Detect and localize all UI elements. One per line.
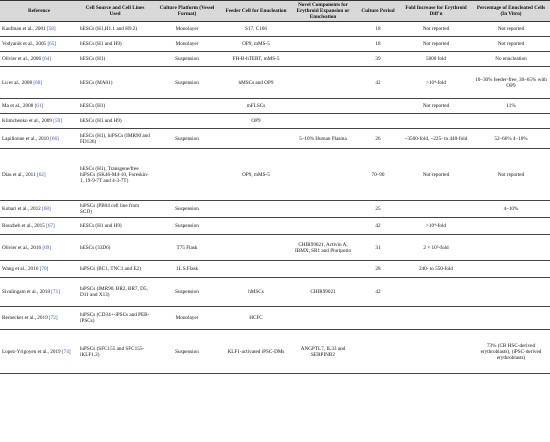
reference-author: Bernecker et al., 2019: [2, 315, 48, 321]
cell-cell-source: hiPSCs (SFC155 and SFC155-iKLF1.2): [78, 330, 152, 374]
cell-culture-period: 70–90: [356, 149, 400, 201]
reference-citation-link[interactable]: [69]: [42, 244, 51, 251]
table-row: [0, 52, 550, 67]
cell-culture-platform: Suspension: [152, 218, 222, 235]
cell-culture-period: 31: [356, 235, 400, 261]
cell-culture-platform: Suspension: [152, 67, 222, 99]
reference-citation-link[interactable]: [59]: [53, 118, 62, 124]
cell-reference: [0, 218, 78, 235]
table-row: [0, 129, 550, 149]
cell-reference: [0, 149, 78, 201]
cell-enucleated-percentage: 4–10%: [472, 201, 550, 218]
cell-cell-source: hiPSCs (IMR90, BR2, BR7, D5, D11 and X13): [78, 278, 152, 307]
cell-feeder-cell: OP9: [222, 114, 290, 129]
cell-culture-platform: Suspension: [152, 201, 222, 218]
cell-fold-increase: [400, 330, 472, 374]
cell-enucleated-percentage: 11%: [472, 99, 550, 114]
cell-culture-period: 42: [356, 67, 400, 99]
reference-citation-link[interactable]: [74]: [61, 348, 71, 355]
cell-cell-source: hiPSCs (CD34+-iPSCs and PEB-iPSCs): [78, 307, 152, 330]
cell-fold-increase: >10⁴-fold: [400, 67, 472, 99]
cell-culture-period: [356, 114, 400, 129]
table-row: [0, 201, 550, 218]
header-culture-platform: Culture Platform (Vessel Format): [152, 1, 222, 22]
cell-cell-source: hESCs (H1), hiPSCs (IMR90 and FD136): [78, 129, 152, 149]
cell-culture-platform: Suspension: [152, 330, 222, 374]
cell-cell-source: hESCs (MA01): [78, 67, 152, 99]
cell-feeder-cell: hMSCs and OP9: [222, 67, 290, 99]
cell-enucleated-percentage: 52–66% 4–10%: [472, 129, 550, 149]
cell-culture-period: [356, 330, 400, 374]
table-row: [0, 278, 550, 307]
reference-citation-link[interactable]: [62]: [36, 171, 46, 178]
cell-cell-source: hiPSCs (BC1, TNC1 and E2): [78, 261, 152, 278]
cell-cell-source: hESCs (H1 and H9): [78, 114, 152, 129]
reference-author: Lu et al., 2008: [2, 79, 33, 86]
table-row: [0, 22, 550, 37]
table-row: [0, 37, 550, 52]
cell-novel-components: CHIR99021: [290, 278, 356, 307]
cell-cell-source: hESCs (H1 and H9): [78, 218, 152, 235]
cell-culture-platform: 1L S.Flask: [152, 261, 222, 278]
reference-author: Rouzbeh et al., 2015: [2, 223, 45, 229]
cell-novel-components: [290, 218, 356, 235]
reference-author: Olivier et al., 2006: [2, 56, 42, 62]
cell-reference: [0, 37, 78, 52]
cell-reference: [0, 261, 78, 278]
cell-culture-platform: [152, 99, 222, 114]
table-row: [0, 235, 550, 261]
reference-author: Kaufman et al., 2001: [2, 26, 46, 32]
cell-culture-platform: Suspension: [152, 278, 222, 307]
cell-enucleated-percentage: Not reported: [472, 149, 550, 201]
cell-fold-increase: [400, 278, 472, 307]
cell-feeder-cell: OP9, mMS-5: [222, 149, 290, 201]
cell-feeder-cell: [222, 201, 290, 218]
cell-novel-components: [290, 114, 356, 129]
cell-cell-source: hESCs (H1 and H9): [78, 37, 152, 52]
cell-feeder-cell: S17, C166: [222, 22, 290, 37]
reference-author: Sivalingam et al., 2018: [2, 289, 50, 295]
cell-feeder-cell: KLF1-activated iPSC-DMs: [222, 330, 290, 374]
cell-enucleated-percentage: [472, 261, 550, 278]
cell-reference: [0, 114, 78, 129]
cell-enucleated-percentage: [472, 307, 550, 330]
cell-novel-components: [290, 307, 356, 330]
cell-fold-increase: Not reported: [400, 99, 472, 114]
cell-enucleated-percentage: Not reported: [472, 37, 550, 52]
table-row: [0, 99, 550, 114]
cell-cell-source: hESCs (H1,H1.1 and H9.2): [78, 22, 152, 37]
table-row: [0, 218, 550, 235]
header-cell-source: Cell Source and Cell Lines Used: [78, 1, 152, 22]
cell-enucleated-percentage: No enucleation: [472, 52, 550, 67]
reference-author: Dias et al., 2011: [2, 171, 36, 178]
reference-citation-link[interactable]: [60]: [33, 79, 43, 86]
cell-culture-period: 42: [356, 218, 400, 235]
cell-reference: [0, 99, 78, 114]
cell-feeder-cell: OP9, mMS-5: [222, 37, 290, 52]
reference-citation-link[interactable]: [58]: [46, 26, 56, 32]
cell-culture-period: [356, 307, 400, 330]
cell-fold-increase: ~3500-fold, ~225- to 440-fold: [400, 129, 472, 149]
cell-fold-increase: 5000 fold: [400, 52, 472, 67]
header-reference: Reference: [0, 1, 78, 22]
reference-citation-link[interactable]: [65]: [47, 41, 57, 47]
cell-culture-period: 25: [356, 201, 400, 218]
reference-author: Vodyanik et al., 2005: [2, 41, 47, 47]
cell-culture-period: 26: [356, 129, 400, 149]
cell-reference: [0, 52, 78, 67]
reference-citation-link[interactable]: [68]: [42, 206, 51, 212]
cell-cell-source: hESCs (H1): [78, 99, 152, 114]
cell-fold-increase: [400, 114, 472, 129]
cell-enucleated-percentage: [472, 235, 550, 261]
header-row: [0, 1, 550, 22]
cell-feeder-cell: [222, 129, 290, 149]
cell-novel-components: [290, 201, 356, 218]
cell-fold-increase: [400, 307, 472, 330]
reference-author: Wang et al., 2016: [2, 266, 39, 272]
header-fold-increase: Fold Increase for Erythroid Diff'n: [400, 1, 472, 22]
cell-novel-components: [290, 67, 356, 99]
reference-citation-link[interactable]: [66]: [50, 135, 59, 142]
reference-author: Klimchenko et al., 2009: [2, 118, 52, 124]
cell-novel-components: [290, 261, 356, 278]
cell-feeder-cell: mFLSCs: [222, 99, 290, 114]
cell-feeder-cell: [222, 261, 290, 278]
cell-reference: [0, 235, 78, 261]
cell-reference: [0, 278, 78, 307]
reference-citation-link[interactable]: [70]: [39, 266, 49, 272]
cell-culture-period: 18: [356, 37, 400, 52]
cell-enucleated-percentage: [472, 218, 550, 235]
table-row: [0, 330, 550, 374]
cell-culture-platform: [152, 114, 222, 129]
cell-reference: [0, 330, 78, 374]
cell-feeder-cell: [222, 235, 290, 261]
cell-culture-period: 18: [356, 22, 400, 37]
cell-culture-platform: Suspension: [152, 52, 222, 67]
cell-reference: [0, 307, 78, 330]
cell-feeder-cell: hMSCs: [222, 278, 290, 307]
cell-fold-increase: Not reported: [400, 37, 472, 52]
cell-novel-components: 5–10% Human Plasma: [290, 129, 356, 149]
header-enucleated-percentage: Percentage of Enucleated Cells (In Vitro): [472, 1, 550, 22]
reference-author: Kobari et al., 2012: [2, 206, 41, 212]
cell-reference: [0, 201, 78, 218]
cell-fold-increase: 2 × 10⁵-fold: [400, 235, 472, 261]
cell-culture-platform: T75 Flask: [152, 235, 222, 261]
cell-culture-platform: Monolayer: [152, 37, 222, 52]
cell-culture-period: 42: [356, 278, 400, 307]
reference-citation-link[interactable]: [61]: [34, 103, 44, 109]
cell-feeder-cell: [222, 218, 290, 235]
cell-fold-increase: >10⁴-fold: [400, 218, 472, 235]
cell-novel-components: [290, 22, 356, 37]
cell-culture-platform: Suspension: [152, 129, 222, 149]
cell-novel-components: CHIR99021, Activin A, IBMX, SR1 and Pluripotin: [290, 235, 356, 261]
header-culture-period: Culture Period: [356, 1, 400, 22]
cell-cell-source: hESCs (H1), Transgene/free hiPSCs (SK46-M4-10, Foreskin-1, 19-9-7T and 4-3-7T): [78, 149, 152, 201]
cell-cell-source: hiPSCs (PB04 cell line from SCD): [78, 201, 152, 218]
cell-reference: [0, 129, 78, 149]
table-row: [0, 114, 550, 129]
reference-author: Lapillonne et al., 2010: [2, 135, 49, 142]
reference-citation-link[interactable]: [72]: [48, 315, 58, 321]
cell-cell-source: hESCs (H1): [78, 52, 152, 67]
cell-enucleated-percentage: 10–30% feeder-free, 30–65% with OP9: [472, 67, 550, 99]
header-novel-components: Novel Components for Erythroid Expansion or Enucleation: [290, 1, 356, 22]
cell-enucleated-percentage: [472, 278, 550, 307]
reference-citation-link[interactable]: [71]: [51, 289, 60, 295]
cell-novel-components: [290, 37, 356, 52]
cell-fold-increase: Not reported: [400, 22, 472, 37]
cell-cell-source: hESCs (33D6): [78, 235, 152, 261]
cell-novel-components: [290, 149, 356, 201]
cell-culture-period: 39: [356, 52, 400, 67]
reference-author: Ma et al., 2008: [2, 103, 34, 109]
table-row: [0, 307, 550, 330]
cell-culture-platform: Monolayer: [152, 22, 222, 37]
reference-citation-link[interactable]: [64]: [42, 56, 51, 62]
cell-culture-platform: [152, 149, 222, 201]
cell-culture-period: 28: [356, 261, 400, 278]
cell-feeder-cell: FH-B-hTERT, mMS-5: [222, 52, 290, 67]
cell-culture-period: [356, 99, 400, 114]
table-row: [0, 149, 550, 201]
reference-author: Lopez-Yrigoyen et al., 2019: [2, 348, 61, 355]
reference-citation-link[interactable]: [67]: [46, 223, 55, 229]
cell-fold-increase: Not reported: [400, 149, 472, 201]
cell-reference: [0, 67, 78, 99]
header-feeder-cell: Feeder Cell for Enucleation: [222, 1, 290, 22]
cell-novel-components: ANGPTL7, IL33 and SERPINB2: [290, 330, 356, 374]
cell-fold-increase: 240- to 550-fold: [400, 261, 472, 278]
cell-fold-increase: [400, 201, 472, 218]
cell-enucleated-percentage: [472, 114, 550, 129]
table-row: [0, 261, 550, 278]
cell-feeder-cell: HCFC: [222, 307, 290, 330]
cell-culture-platform: Monolayer: [152, 307, 222, 330]
cell-novel-components: [290, 99, 356, 114]
reference-author: Olivier et al., 2016: [2, 244, 42, 251]
cell-novel-components: [290, 52, 356, 67]
cell-enucleated-percentage: Not reported: [472, 22, 550, 37]
cell-reference: [0, 22, 78, 37]
cell-enucleated-percentage: 73% (CB HSC-derived erythroblasts), (iPSC-derived erythroblasts): [472, 330, 550, 374]
table-row: [0, 67, 550, 99]
